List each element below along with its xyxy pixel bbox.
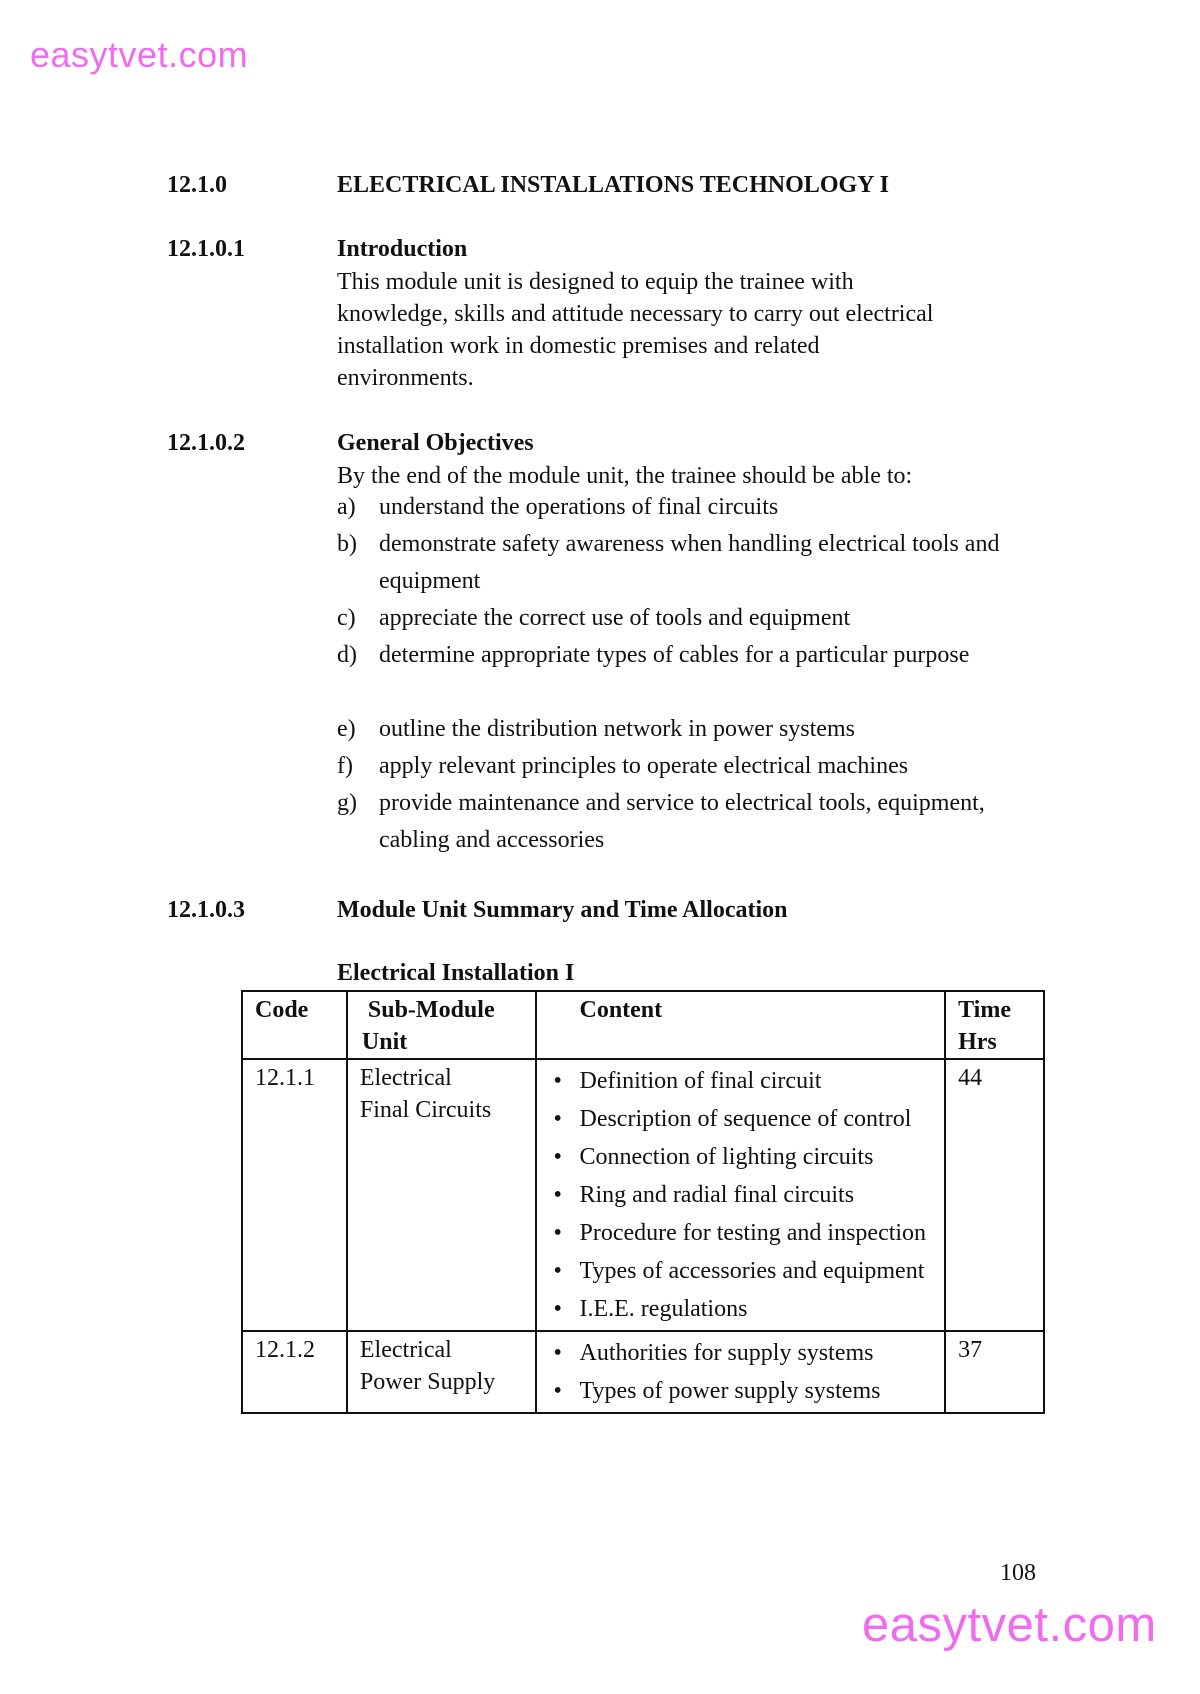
- page-number: 108: [1000, 1560, 1036, 1586]
- section-title-objectives: General Objectives: [337, 430, 534, 456]
- objective-item: [337, 489, 1057, 526]
- objective-text: provide maintenance and service to electrical tools, equipment, cabling and accessories: [379, 790, 985, 853]
- section-title-summary: Module Unit Summary and Time Allocation: [337, 897, 788, 923]
- table-header-row: [242, 991, 1044, 1059]
- content-item: • Ring and radial final circuits: [553, 1182, 855, 1208]
- content-item: • Authorities for supply systems: [553, 1340, 874, 1366]
- objective-item: [337, 785, 997, 859]
- header-time-hrs: Time Hrs: [945, 991, 1044, 1059]
- objective-letter: a): [337, 494, 356, 520]
- content-item: • I.E.E. regulations: [553, 1296, 748, 1322]
- objective-letter: f): [337, 753, 353, 779]
- content-item: • Description of sequence of control: [553, 1106, 912, 1132]
- cell-hrs: 44: [945, 1059, 1044, 1331]
- cell-unit: Electrical Power Supply: [347, 1331, 537, 1413]
- objective-item: [337, 711, 1057, 748]
- objective-letter: c): [337, 605, 356, 631]
- intro-paragraph: [337, 266, 1057, 394]
- header-sub-module: Sub-Module Unit: [347, 991, 537, 1059]
- watermark-top: easytvet.com: [30, 34, 249, 75]
- objective-text: appreciate the correct use of tools and equipment: [379, 605, 851, 631]
- objective-text: demonstrate safety awareness when handling electrical tools and equipment: [379, 531, 1000, 594]
- cell-code: 12.1.1: [242, 1059, 347, 1331]
- objective-text: understand the operations of final circuits: [379, 494, 779, 520]
- table-row: [242, 1059, 1044, 1331]
- table-title: Electrical Installation I: [337, 960, 575, 986]
- header-content: Content: [536, 991, 945, 1059]
- cell-content: [536, 1059, 945, 1331]
- objective-letter: d): [337, 642, 357, 668]
- objective-item: [337, 526, 1017, 600]
- cell-code: 12.1.2: [242, 1331, 347, 1413]
- intro-line: knowledge, skills and attitude necessary to carry out electrical: [337, 301, 934, 327]
- section-number-objectives: 12.1.0.2: [167, 430, 245, 456]
- objective-letter: g): [337, 790, 357, 816]
- section-number-main: 12.1.0: [167, 172, 227, 198]
- cell-hrs: 37: [945, 1331, 1044, 1413]
- table-row: [242, 1331, 1044, 1413]
- content-item: • Types of power supply systems: [553, 1378, 881, 1404]
- objectives-lead: By the end of the module unit, the trainee should be able to:: [337, 463, 913, 489]
- section-number-intro: 12.1.0.1: [167, 236, 245, 262]
- header-code: Code: [242, 991, 347, 1059]
- objective-item: [337, 600, 1057, 637]
- objective-text: outline the distribution network in power systems: [379, 716, 855, 742]
- section-number-summary: 12.1.0.3: [167, 897, 245, 923]
- objective-item: [337, 748, 1057, 785]
- cell-unit: Electrical Final Circuits: [347, 1059, 537, 1331]
- objective-text: determine appropriate types of cables for a particular purpose: [379, 642, 970, 668]
- objective-letter: e): [337, 716, 356, 742]
- section-title-main: ELECTRICAL INSTALLATIONS TECHNOLOGY I: [337, 172, 889, 198]
- intro-line: environments.: [337, 365, 474, 391]
- objective-letter: b): [337, 531, 357, 557]
- objective-item: [337, 637, 997, 674]
- intro-line: installation work in domestic premises and related: [337, 333, 820, 359]
- module-summary-table: [241, 990, 1045, 1414]
- cell-content: [536, 1331, 945, 1413]
- section-title-intro: Introduction: [337, 236, 468, 262]
- intro-line: This module unit is designed to equip the trainee with: [337, 269, 854, 295]
- objective-text: apply relevant principles to operate electrical machines: [379, 753, 909, 779]
- content-item: • Definition of final circuit: [553, 1068, 822, 1094]
- watermark-bottom: easytvet.com: [862, 1598, 1157, 1652]
- content-item: • Connection of lighting circuits: [553, 1144, 874, 1170]
- content-item: • Types of accessories and equipment: [553, 1258, 925, 1284]
- content-item: • Procedure for testing and inspection: [553, 1220, 927, 1246]
